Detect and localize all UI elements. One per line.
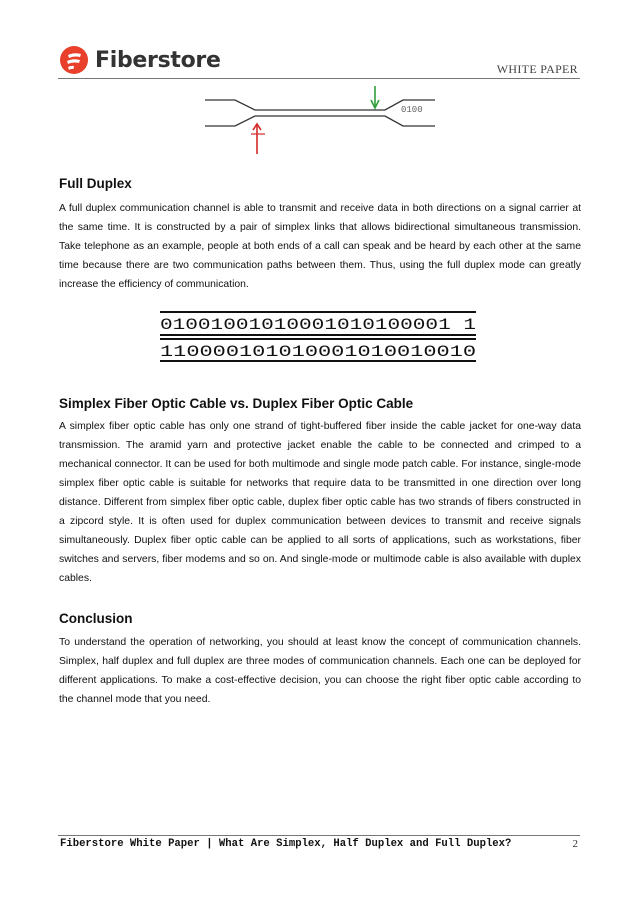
paragraph-full-duplex: A full duplex communication channel is able to transmit and receive data in both directions on a signal carrier at the same time. It is constructed by a pair of simplex links that allows bidirectional simultaneous transmission. Take telephone as an example, people at both ends of a call can speak and be heard by each other at the same time because there are two communication paths between them. Thus, using the full duplex mode can greatly increase the efficiency of communication. [59,203,581,290]
bits-line-2: 110000101010001010010010 [160,343,476,361]
paragraph-cable-comparison: A simplex fiber optic cable has only one strand of tight-buffered fiber inside the cable jacket for one-way data transmission. The aramid yarn and protective jacket enable the cable to be connected and crimped to a mechanical connector. It can be used for both multimode and single mode patch cable. For instance, single-mode simplex fiber optic cable is suitable for networks that require data to be transmitted in one direction over long distance. Different from simplex fiber optic cable, duplex fiber optic cable has two strands of fibers constructed in a zipcord style. It is often used for duplex communication between devices to transmit and receive signals simultaneously. Duplex fiber optic cable can be applied to all sorts of applications, such as workstations, fiber switches and servers, fiber modems and so on. And single-mode or multimode cable is also available with duplex cables. [59,421,581,584]
white-paper-label: WHITE PAPER [496,62,578,76]
header-divider [58,78,580,79]
brand-name: Fiberstore [95,47,221,73]
footer-title: Fiberstore White Paper | What Are Simplex, Half Duplex and Full Duplex? [60,838,512,850]
data-tag-label: 0100 [401,105,423,115]
bits-line-1: 01001001010001010100001 1 [160,316,476,334]
half-duplex-diagram [205,84,435,156]
green-arrow-icon [371,86,379,108]
page-number: 2 [572,838,578,850]
channel-lower-line [205,116,435,126]
heading-conclusion: Conclusion [59,611,133,626]
heading-full-duplex: Full Duplex [59,176,132,191]
fiberstore-logo-icon [59,45,89,75]
fiberstore-logo [59,44,221,76]
binary-duplex-figure [158,308,480,364]
footer-divider [58,835,580,836]
paragraph-conclusion: To understand the operation of networking, you should at least know the concept of communication channels. Simplex, half duplex and full duplex are three modes of communication channels. Each one can be deployed for different applications. To make a cost-effective decision, you can choose the right fiber optic cable according to the channel mode that you need. [59,637,581,705]
heading-cable-comparison: Simplex Fiber Optic Cable vs. Duplex Fiber Optic Cable [59,396,414,411]
red-arrow-icon [251,124,265,154]
